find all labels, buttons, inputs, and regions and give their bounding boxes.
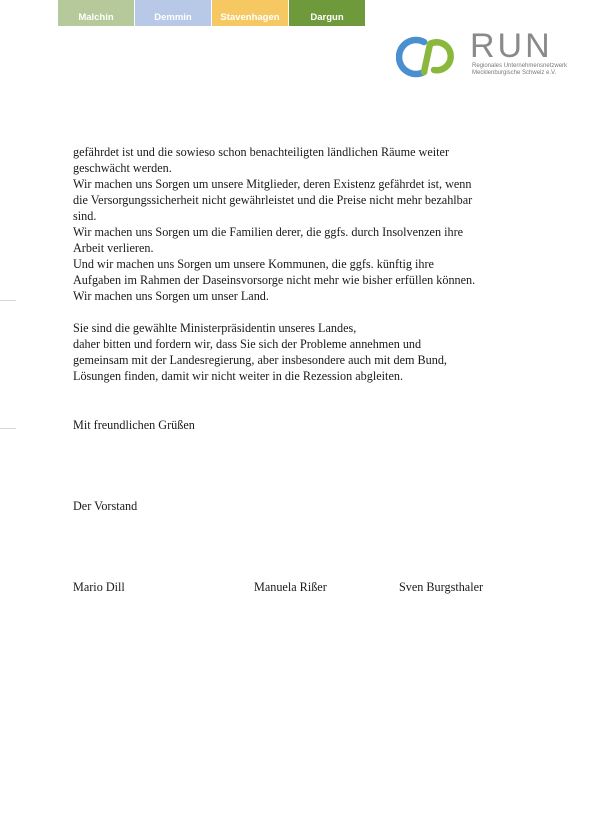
body-line: gemeinsam mit der Landesregierung, aber insbesondere auch mit dem Bund, <box>73 353 447 367</box>
body-line: sind. <box>73 209 97 223</box>
body-line: Arbeit verlieren. <box>73 241 154 255</box>
tab-dargun: Dargun <box>289 0 365 26</box>
body-line: gefährdet ist und die sowieso schon benachteiligten ländlichen Räume weiter <box>73 145 450 159</box>
tab-demmin: Demmin <box>135 0 211 26</box>
closing-greeting: Mit freundlichen Grüßen <box>73 418 195 432</box>
region-tabs <box>58 0 366 26</box>
letter-body <box>73 144 543 384</box>
body-line: daher bitten und fordern wir, dass Sie sich der Probleme annehmen und <box>73 337 422 351</box>
signatory-name: Mario Dill <box>73 580 125 594</box>
margin-mark <box>0 428 16 429</box>
run-logo <box>396 27 596 82</box>
body-line: Wir machen uns Sorgen um unser Land. <box>73 289 269 303</box>
signatory-name: Manuela Rißer <box>254 580 327 594</box>
tab-stavenhagen: Stavenhagen <box>212 0 288 26</box>
body-line: Und wir machen uns Sorgen um unsere Kommunen, die ggfs. künftig ihre <box>73 257 434 271</box>
body-line: geschwächt werden. <box>73 161 172 175</box>
body-line: Aufgaben im Rahmen der Daseinsvorsorge nicht mehr wie bisher erfüllen können. <box>73 273 476 287</box>
board-signature: Der Vorstand <box>73 499 138 513</box>
body-line: die Versorgungssicherheit nicht gewährleistet und die Preise nicht mehr bezahlbar <box>73 193 473 207</box>
run-logo-mark-icon <box>396 32 466 82</box>
logo-wordmark: RUN <box>470 27 553 65</box>
signatory-name: Sven Burgsthaler <box>399 580 484 594</box>
body-line: Wir machen uns Sorgen um die Familien derer, die ggfs. durch Insolvenzen ihre <box>73 225 464 239</box>
tab-malchin: Malchin <box>58 0 134 26</box>
body-line: Wir machen uns Sorgen um unsere Mitglieder, deren Existenz gefährdet ist, wenn <box>73 177 472 191</box>
margin-mark <box>0 300 16 301</box>
body-line: Sie sind die gewählte Ministerpräsidentin unseres Landes, <box>73 321 357 335</box>
body-line: Lösungen finden, damit wir nicht weiter in die Rezession abgleiten. <box>73 369 403 383</box>
logo-subtitle: Regionales Unternehmensnetzwerk Mecklenburgische Schweiz e.V. <box>472 63 568 76</box>
